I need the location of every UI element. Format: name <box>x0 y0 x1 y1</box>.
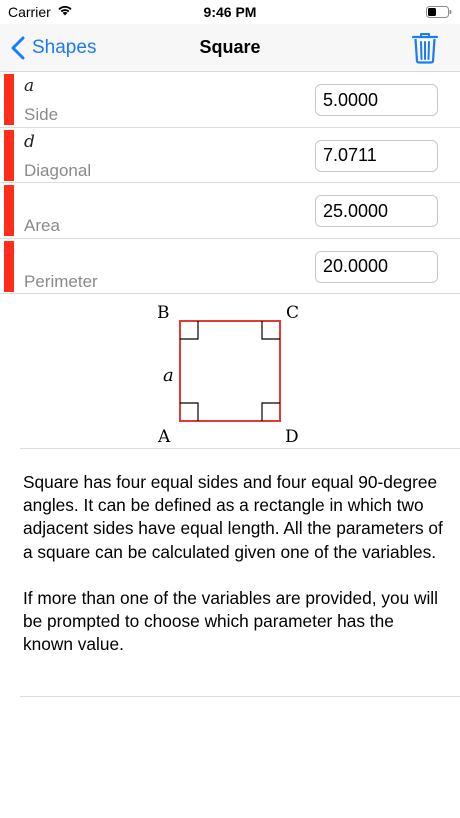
parameter-label: Side <box>24 105 59 124</box>
parameter-row-side <box>0 72 460 128</box>
description-paragraph: Square has four equal sides and four equal 90-degree angles. It can be defined as a rectangle in which two adjacent sides have equal length. All the parameters of a square can be calculated given one of the variables. <box>23 472 443 562</box>
required-indicator <box>4 241 14 292</box>
diagonal-input[interactable] <box>315 140 438 172</box>
right-angle-mark-b <box>180 321 198 339</box>
area-input[interactable] <box>315 195 438 227</box>
back-button-label: Shapes <box>32 37 97 58</box>
description-paragraph: If more than one of the variables are provided, you will be prompted to choose which parameter has the known value. <box>23 588 438 655</box>
parameter-row-area <box>0 183 460 239</box>
side-label: a <box>163 365 174 386</box>
square-diagram <box>140 298 320 448</box>
parameter-row-diagonal <box>0 128 460 184</box>
parameter-row-perimeter <box>0 239 460 295</box>
parameter-label: Perimeter <box>24 271 98 291</box>
parameter-symbol: d <box>24 131 35 152</box>
perimeter-input[interactable] <box>315 251 438 283</box>
vertex-label-a: A <box>158 427 171 447</box>
required-indicator <box>4 130 14 181</box>
navigation-bar <box>0 24 460 72</box>
parameter-label: Diagonal <box>24 160 92 180</box>
required-indicator <box>4 74 14 125</box>
parameter-symbol: a <box>24 76 35 96</box>
status-bar <box>0 0 460 24</box>
vertex-label-c: C <box>286 303 300 323</box>
right-angle-mark-c <box>262 321 280 339</box>
divider <box>20 448 460 449</box>
battery-icon <box>426 6 452 18</box>
right-angle-mark-a <box>180 403 198 421</box>
divider <box>20 696 460 697</box>
status-time: 9:46 PM <box>203 4 257 20</box>
shape-description <box>23 471 443 680</box>
carrier-label: Carrier <box>8 4 51 20</box>
parameter-label: Area <box>24 216 60 235</box>
required-indicator <box>4 185 14 236</box>
square-outline <box>180 321 280 421</box>
trash-icon[interactable] <box>411 32 439 64</box>
parameter-list <box>0 72 460 294</box>
vertex-label-d: D <box>285 427 299 447</box>
right-angle-mark-d <box>262 403 280 421</box>
side-input[interactable] <box>315 84 438 116</box>
page-title: Square <box>199 37 261 57</box>
vertex-label-b: B <box>157 303 170 323</box>
